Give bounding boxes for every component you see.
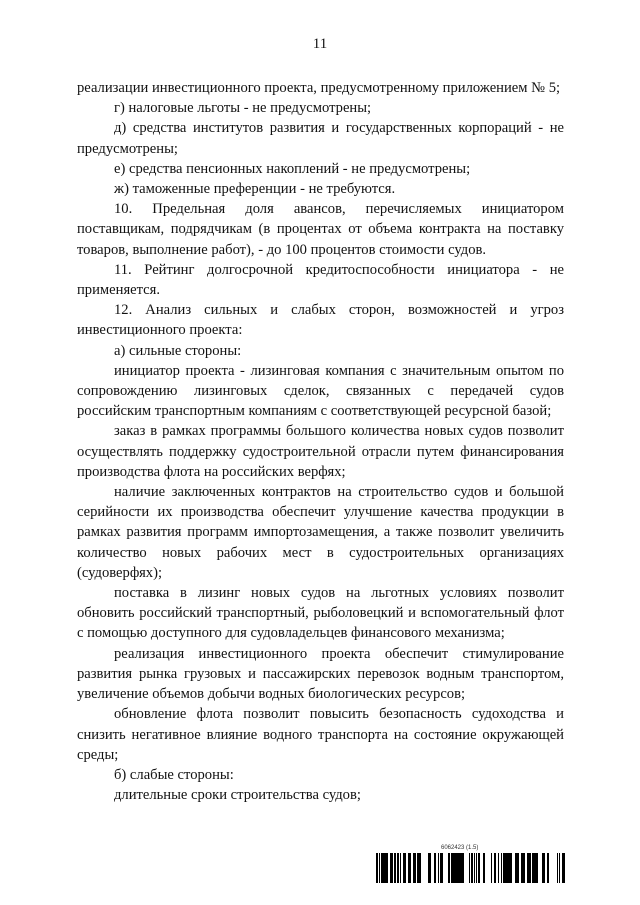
paragraph: б) слабые стороны: (114, 766, 234, 783)
paragraph: д) средства институтов развития и государственных корпораций - не предусмотрены; (77, 120, 564, 157)
document-code: 6062423 (1.5) (441, 845, 479, 851)
paragraph: поставка в лизинг новых судов на льготных условиях позволит обновить российский транспортный, рыболовецкий и вспомогательный флот с помощью доступного для судовладельцев финансового механизма; (77, 585, 564, 642)
paragraph: е) средства пенсионных накоплений - не предусмотрены; (114, 160, 471, 177)
paragraph: инициатор проекта - лизинговая компания с значительным опытом по сопровождению лизинговых сделок, связанных с передачей судов российским транспортным компаниям с соответствующей ресурсной базой; (77, 362, 564, 420)
barcode-icon (375, 853, 565, 883)
document-body (77, 78, 564, 805)
paragraph: обновление флота позволит повысить безопасность судоходства и снизить негативное влияние водного транспорта на состояние окружающей среды; (77, 706, 564, 763)
paragraph: ж) таможенные преференции - не требуются. (114, 181, 396, 198)
paragraph: наличие заключенных контрактов на строительство судов и большой серийности их производства обеспечит улучшение качества продукции в рамках развития программ импортозамещения, а также позволит увеличить количество новых рабочих мест в судостроительных организациях (судоверфях); (77, 484, 564, 581)
paragraph: реализации инвестиционного проекта, предусмотренному приложением № 5; (77, 80, 561, 96)
paragraph: заказ в рамках программы большого количества новых судов позволит осуществлять поддержку судостроительной отрасли путем финансирования производства флота на российских верфях; (77, 423, 564, 480)
paragraph: а) сильные стороны: (114, 342, 242, 359)
paragraph: 12. Анализ сильных и слабых сторон, возможностей и угроз инвестиционного проекта: (77, 302, 564, 339)
paragraph: 10. Предельная доля авансов, перечисляемых инициатором поставщикам, подрядчикам (в процентах от объема контракта на поставку товаров, выполнение работ), - до 100 процентов стоимости судов. (77, 201, 564, 258)
paragraph: реализация инвестиционного проекта обеспечит стимулирование развития рынка грузовых и пассажирских перевозок водным транспортом, увеличение объемов добычи водных биологических ресурсов; (77, 645, 564, 703)
paragraph: г) налоговые льготы - не предусмотрены; (114, 100, 372, 117)
paragraph: длительные сроки строительства судов; (114, 787, 361, 804)
page-number: 11 (312, 36, 328, 52)
paragraph: 11. Рейтинг долгосрочной кредитоспособности инициатора - не применяется. (77, 261, 564, 299)
